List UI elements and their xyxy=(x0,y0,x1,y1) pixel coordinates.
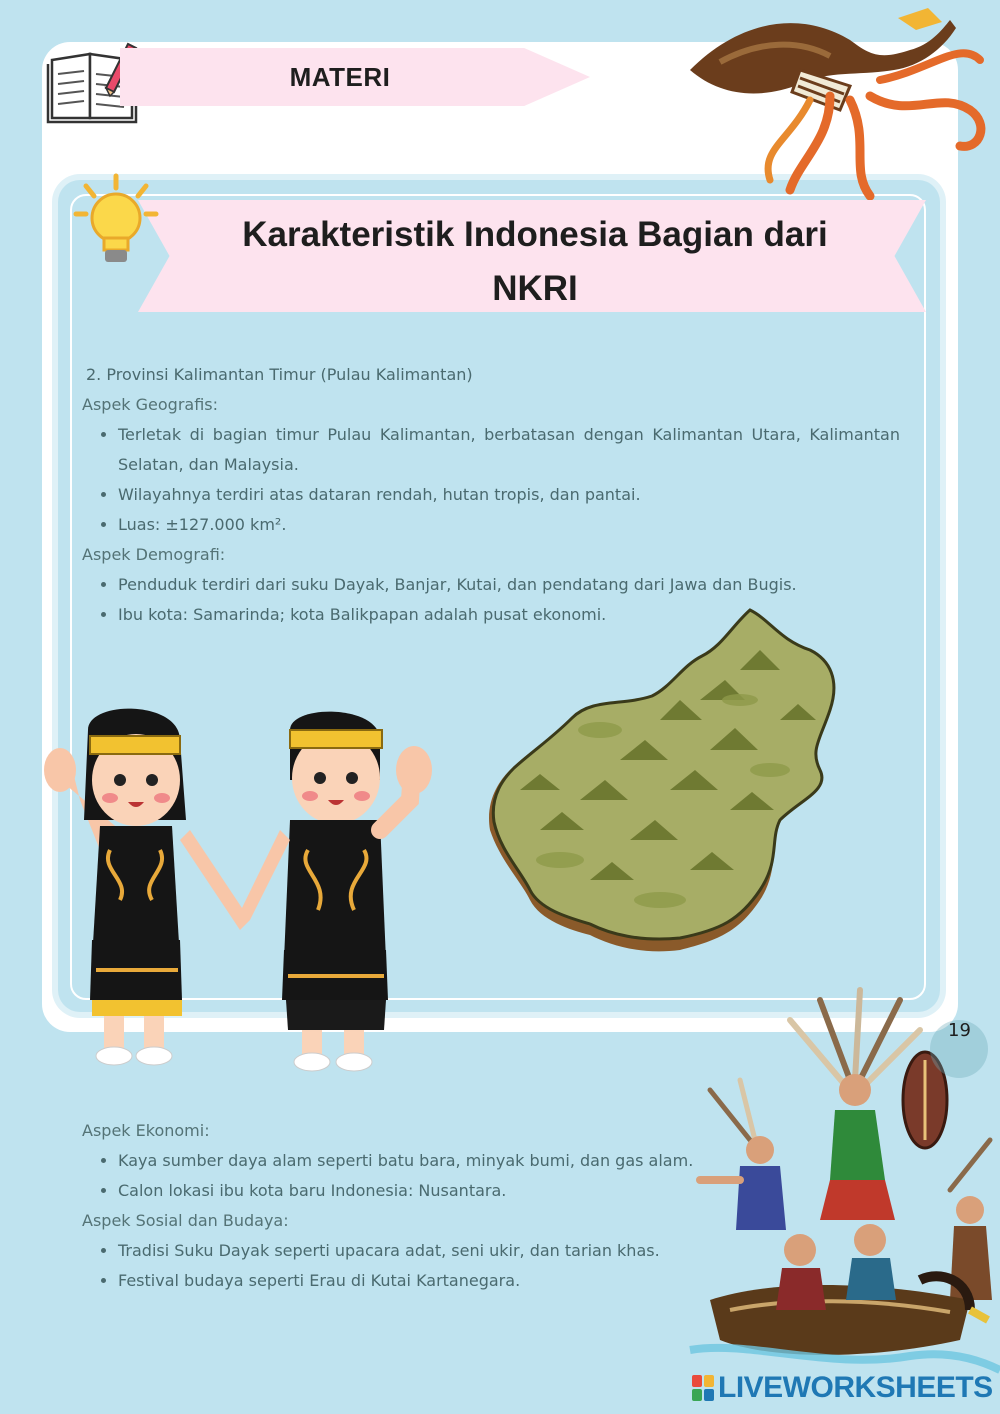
hornbill-illustration xyxy=(680,0,1000,200)
geografis-heading: Aspek Geografis: xyxy=(82,395,219,414)
page-title xyxy=(165,208,905,316)
materi-label: MATERI xyxy=(289,62,391,92)
ekonomi-heading: Aspek Ekonomi: xyxy=(82,1121,210,1140)
list-item: • Ibu kota: Samarinda; kota Balikpapan adalah pusat ekonomi. xyxy=(118,600,900,630)
geografis-list xyxy=(82,420,900,540)
dayak-children-illustration xyxy=(40,700,450,1080)
list-item: • Calon lokasi ibu kota baru Indonesia: Nusantara. xyxy=(118,1176,900,1206)
list-item: • Terletak di bagian timur Pulau Kalimantan, berbatasan dengan Kalimantan Utara, Kalimantan Selatan, dan Malaysia. xyxy=(118,420,900,480)
province-heading: 2. Provinsi Kalimantan Timur (Pulau Kalimantan) xyxy=(86,365,473,384)
liveworksheets-mark-icon xyxy=(692,1375,714,1401)
sosial-heading: Aspek Sosial dan Budaya: xyxy=(82,1211,289,1230)
list-item: • Penduduk terdiri dari suku Dayak, Banjar, Kutai, dan pendatang dari Jawa dan Bugis. xyxy=(118,570,900,600)
demografi-heading: Aspek Demografi: xyxy=(82,545,226,564)
page-number: 19 xyxy=(948,1020,971,1041)
list-item: • Festival budaya seperti Erau di Kutai Kartanegara. xyxy=(118,1266,900,1296)
list-item: • Wilayahnya terdiri atas dataran rendah, hutan tropis, dan pantai. xyxy=(118,480,900,510)
content-upper xyxy=(82,360,900,630)
title-line-2: NKRI xyxy=(492,269,578,308)
liveworksheets-logo xyxy=(692,1370,993,1406)
lightbulb-icon xyxy=(72,172,162,268)
title-line-1: Karakteristik Indonesia Bagian dari xyxy=(242,215,828,254)
list-item: • Kaya sumber daya alam seperti batu bara, minyak bumi, dan gas alam. xyxy=(118,1146,900,1176)
kalimantan-map xyxy=(480,600,860,980)
list-item: • Tradisi Suku Dayak seperti upacara adat, seni ukir, dan tarian khas. xyxy=(118,1236,900,1266)
list-item: • Luas: ±127.000 km². xyxy=(118,510,900,540)
liveworksheets-brand: LIVEWORKSHEETS xyxy=(718,1371,993,1404)
